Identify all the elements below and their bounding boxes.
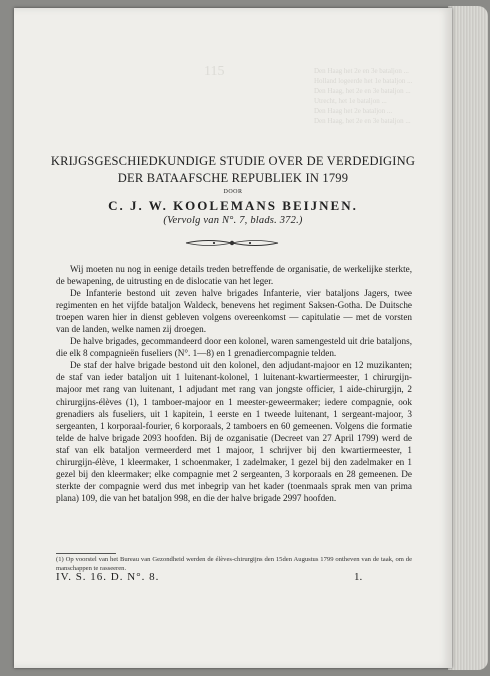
paragraph: De staf der halve brigade bestond uit den kolonel, den adjudant-majoor en 12 muzikanten; de staf van ieder bataljon uit 1 luitenant-kolonel, 1 luitenant-kwartiermeester, 1 chirurgijn-majoor met rang van luitenant, 1 adjudant met rang van jongste officier, 1 aide-chirurgijn, 2 chirurgijns-élèves (1), 1 tamboer-majoor en 1 meester-geweermaker; iedere compagnie, ook grenadiers als fuseliers, uit 1 kapitein, 1 eerste en 1 tweede luitenant, 1 sergeant-majoor, 3 sergeanten, 1 korporaal-fourier, 6 korporaals, 2 tamboers en 60 gemeenen. Volgens die formatie telde de halve brigade 2093 hoofden. Bij de ozganisatie (Decreet van 27 April 1799) werd de staf van elk bataljon vermeerderd met 1 majoor, 1 schrijver bij den kwartiermeester, 1 chirurgijn-élève, 1 kleermaker, 1 schoenmaker, 1 zadelmaker, 1 gezel bij den zadelmaker en 1 gezel bij den kleermaker; elke compagnie met 2 sergeanten, 3 korporaals en 28 gemeenen. De sterkte der compagnie werd dus met inbegrip van het kader (toenmaals sprak men van prima plana) 109, die van het bataljon 998, en die der halve brigade 2997 hoofden. (56, 360, 412, 503)
paragraph: Wij moeten nu nog in eenige details treden betreffende de organisatie, de werkelijke sterkte, de bewapening, de uitrusting en de dislocatie van het leger. (56, 264, 412, 287)
paragraph: De Infanterie bestond uit zeven halve brigades Infanterie, vier bataljons Jagers, twee regimenten en het vijfde bataljon Waldeck, benevens het regiment Saksen-Gotha. De Duitsche troepen waren hier in dienst gebleven volgens overeenkomst — capitulatie — met de vorsten van de landen, welke namen zij droegen. (56, 288, 412, 335)
title-line-1: KRIJGSGESCHIEDKUNDIGE STUDIE OVER DE VERDEDIGING (50, 154, 416, 168)
footnote-rule (56, 553, 116, 554)
bleed-through-page-number: 115 (204, 64, 225, 79)
body-text (56, 263, 412, 504)
paragraph: De halve brigades, gecommandeerd door een kolonel, waren samengesteld uit drie bataljons, die elk 8 compagnieën fuseliers (N°. 1—8) en 1 grenadiercompagnie telden. (56, 336, 412, 359)
book-page-edges (448, 6, 488, 670)
footnote: (1) Op voorstel van het Bureau van Gezondheid werden de élèves-chirurgijns den 15den Augustus 1799 ontheven van de taak, om de manschappen te rasseeren. (56, 556, 412, 572)
author-name: C. J. W. KOOLEMANS BEIJNEN. (108, 198, 358, 213)
page-number: 1. (354, 571, 363, 583)
continuation-note: (Vervolg van N°. 7, blads. 372.) (163, 215, 303, 226)
ornament-divider-icon (184, 236, 280, 250)
book-page (14, 8, 452, 668)
title-line-2: DER BATAAFSCHE REPUBLIEK IN 1799 (117, 171, 349, 185)
bleed-through-text: Den Haag het 2e en 3e bataljon ... Holland logeerde het 1e bataljon ... Den Haag, het 2e en 3e bataljon ... Utrecht, het 1e bataljon ... Den Haag het 2e bataljon ... Den Haag, het 2e en 3e bataljon ... (314, 67, 413, 125)
by-line: DOOR (223, 189, 243, 195)
signature-mark: IV. S. 16. D. N°. 8. (56, 571, 160, 583)
